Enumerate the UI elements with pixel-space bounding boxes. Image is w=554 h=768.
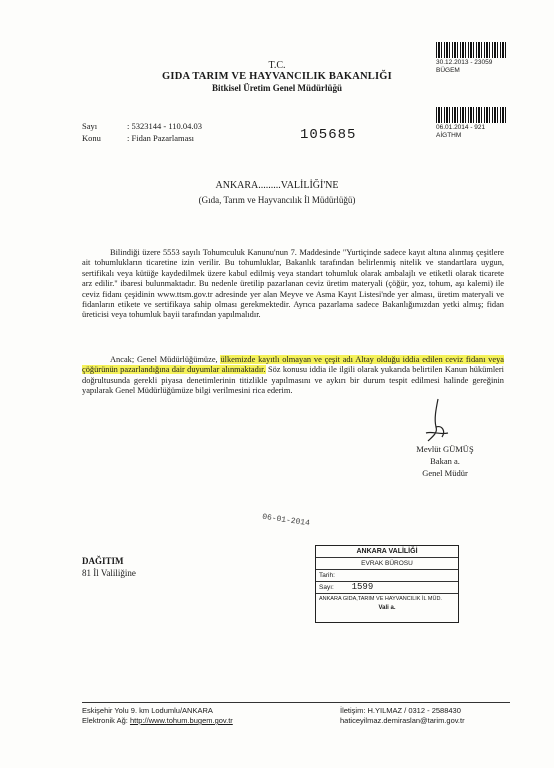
- receipt-stamp-tarih: Tarih:: [316, 570, 458, 582]
- handwritten-date: 06-01-2014: [261, 512, 311, 529]
- footer-email[interactable]: haticeyilmaz.demiraslan@tarim.gov.tr: [340, 716, 465, 725]
- addressee-line1: ANKARA.........VALİLİĞİ'NE: [215, 180, 339, 191]
- signature-scribble: [418, 397, 458, 447]
- barcode-top: [436, 42, 506, 58]
- stamp-top-code: BÜGEM: [436, 67, 460, 74]
- barcode-bottom: [436, 107, 506, 123]
- addressee-line2: (Gıda, Tarım ve Hayvancılık İl Müdürlüğü): [198, 195, 356, 205]
- register-number: 105685: [300, 127, 357, 143]
- stamp-bottom-code: AİGTHM: [436, 132, 462, 139]
- sayi-label: Sayı: [82, 121, 98, 131]
- footer-address: Eskişehir Yolu 9. km Lodumlu/ANKARA: [82, 706, 213, 715]
- receipt-stamp-dept: ANKARA GIDA,TARIM VE HAYVANCILIK İL MÜD.: [319, 596, 442, 602]
- stamp-top-date: 30.12.2013 - 23059: [436, 59, 493, 66]
- receipt-stamp-sayi-label: Sayı:: [319, 584, 334, 591]
- receipt-stamp-sayi-row: [316, 582, 458, 594]
- sayi-value: : 5323144 - 110.04.03: [127, 121, 203, 131]
- header-tc: T.C.: [268, 60, 286, 71]
- stamp-bottom-date: 06.01.2014 - 921: [436, 124, 486, 131]
- header-directorate: Bitkisel Üretim Genel Müdürlüğü: [211, 83, 343, 93]
- receipt-stamp: [315, 545, 459, 623]
- distribution-label: DAĞITIM: [82, 556, 124, 566]
- body-p2-end: Söz konusu iddia ile ilgili olarak yukarıda belirtilen Kanun hükümleri doğrultusunda gerekli piyasa denetimlerinin titizlikle yapılmasını ve aykırı bir durum tespit edilmesi halinde gereğinin yapılarak Genel Müdürlüğümüze bilgi verilmesini rica ederim.: [82, 365, 504, 396]
- signer-title2: Genel Müdür: [422, 468, 468, 478]
- body-p1-text: Bilindiği üzere 5553 sayılı Tohumculuk Kanunu'nun 7. Maddesinde "Yurtiçinde sadece kayıt altına alınmış çeşitlere ait tohumlukların ticaretine izin verilir. Bu tohumluklar, Bakanlık tarafından belirlenmiş nitelik ve standartlara uygun, sertifikalı veya kütüğe kaydedilmek üzere kabul edilmiş veya standart tohumluk olarak ambalajlı ve etiketli olarak ticarete arz edilir." ibaresi bulunmaktadır. Bu nedenle üretilip pazarlanan ceviz üretim materyali (çöğür, yoz, tohum, aşı kalemi) ile ceviz fidanı çeşidinin www.ttsm.gov.tr adresinde yer alan Meyve ve Asma Kayıt Listesi'nde yer alması, üretim materyali ve fidanların etikete ve sertifikaya sahip olması gerekmektedir. Ayrıca pazarlama sadece Bakanlığımızdan yetki almış; fidan üreticisi veya tohumluk bayii tarafından yapılmalıdır.: [82, 248, 504, 320]
- konu-label: Konu: [82, 133, 101, 143]
- distribution-value: 81 İl Valiliğine: [82, 568, 136, 578]
- header-ministry: GIDA TARIM VE HAYVANCILIK BAKANLIĞI: [162, 71, 392, 82]
- footer-contact: İletişim: H.YILMAZ / 0312 - 2588430: [340, 706, 461, 715]
- body-paragraph-1: [82, 248, 504, 321]
- signer-name: Mevlüt GÜMÜŞ: [416, 444, 474, 454]
- footer-web-row: [82, 716, 233, 725]
- body-p2-highlight: ülkemizde kayıtlı olmayan ve çeşit adı Altay olduğu iddia edilen ceviz fidanı veya çöğürünün pazarlandığına dair duyumlar alınmaktadır.: [82, 355, 504, 375]
- konu-value: : Fidan Pazarlaması: [127, 133, 195, 143]
- footer-web-label: Elektronik Ağ:: [82, 716, 128, 725]
- receipt-stamp-note: Vali a.: [378, 605, 396, 611]
- receipt-stamp-sayi-value: 1599: [351, 582, 374, 592]
- receipt-stamp-subtitle: EVRAK BÜROSU: [316, 558, 458, 570]
- body-paragraph-2: [82, 355, 504, 397]
- signer-title1: Bakan a.: [430, 456, 460, 466]
- footer-web-link[interactable]: http://www.tohum.bugem.gov.tr: [129, 716, 233, 725]
- footer-divider: [82, 702, 510, 703]
- body-p2-start: Ancak; Genel Müdürlüğümüze,: [110, 355, 221, 364]
- receipt-stamp-title: ANKARA VALİLİĞİ: [316, 546, 458, 558]
